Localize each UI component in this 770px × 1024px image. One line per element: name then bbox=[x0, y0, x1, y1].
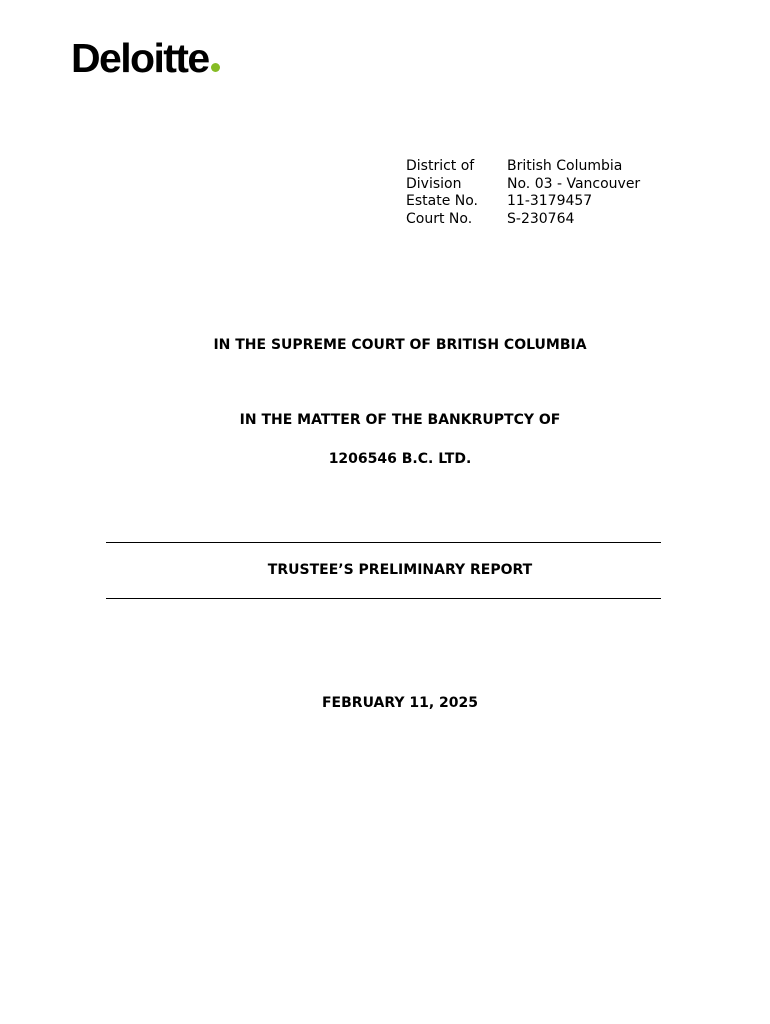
logo-wordmark: Deloitte bbox=[71, 35, 209, 81]
filing-value: No. 03 - Vancouver bbox=[507, 175, 641, 192]
top-divider bbox=[106, 542, 661, 543]
deloitte-logo bbox=[71, 35, 220, 81]
matter-heading: IN THE MATTER OF THE BANKRUPTCY OF bbox=[239, 412, 561, 428]
filing-label: District of bbox=[406, 158, 475, 174]
filing-label: Estate No. bbox=[406, 193, 479, 209]
filing-details bbox=[406, 158, 640, 228]
court-heading: IN THE SUPREME COURT OF BRITISH COLUMBIA bbox=[213, 337, 587, 353]
bottom-divider bbox=[106, 598, 661, 599]
report-date: FEBRUARY 11, 2025 bbox=[321, 695, 479, 711]
filing-row-estate bbox=[406, 193, 640, 211]
debtor-name: 1206546 B.C. LTD. bbox=[328, 451, 472, 467]
filing-label: Division bbox=[406, 175, 462, 192]
filing-value: S-230764 bbox=[507, 210, 575, 227]
logo-green-dot bbox=[211, 63, 220, 72]
filing-value: British Columbia bbox=[507, 158, 623, 174]
filing-row-division bbox=[406, 176, 640, 194]
report-title: TRUSTEE’S PRELIMINARY REPORT bbox=[267, 562, 533, 578]
filing-row-court bbox=[406, 211, 640, 229]
filing-row-district bbox=[406, 158, 640, 176]
filing-value: 11-3179457 bbox=[507, 193, 593, 209]
filing-label: Court No. bbox=[406, 210, 473, 227]
